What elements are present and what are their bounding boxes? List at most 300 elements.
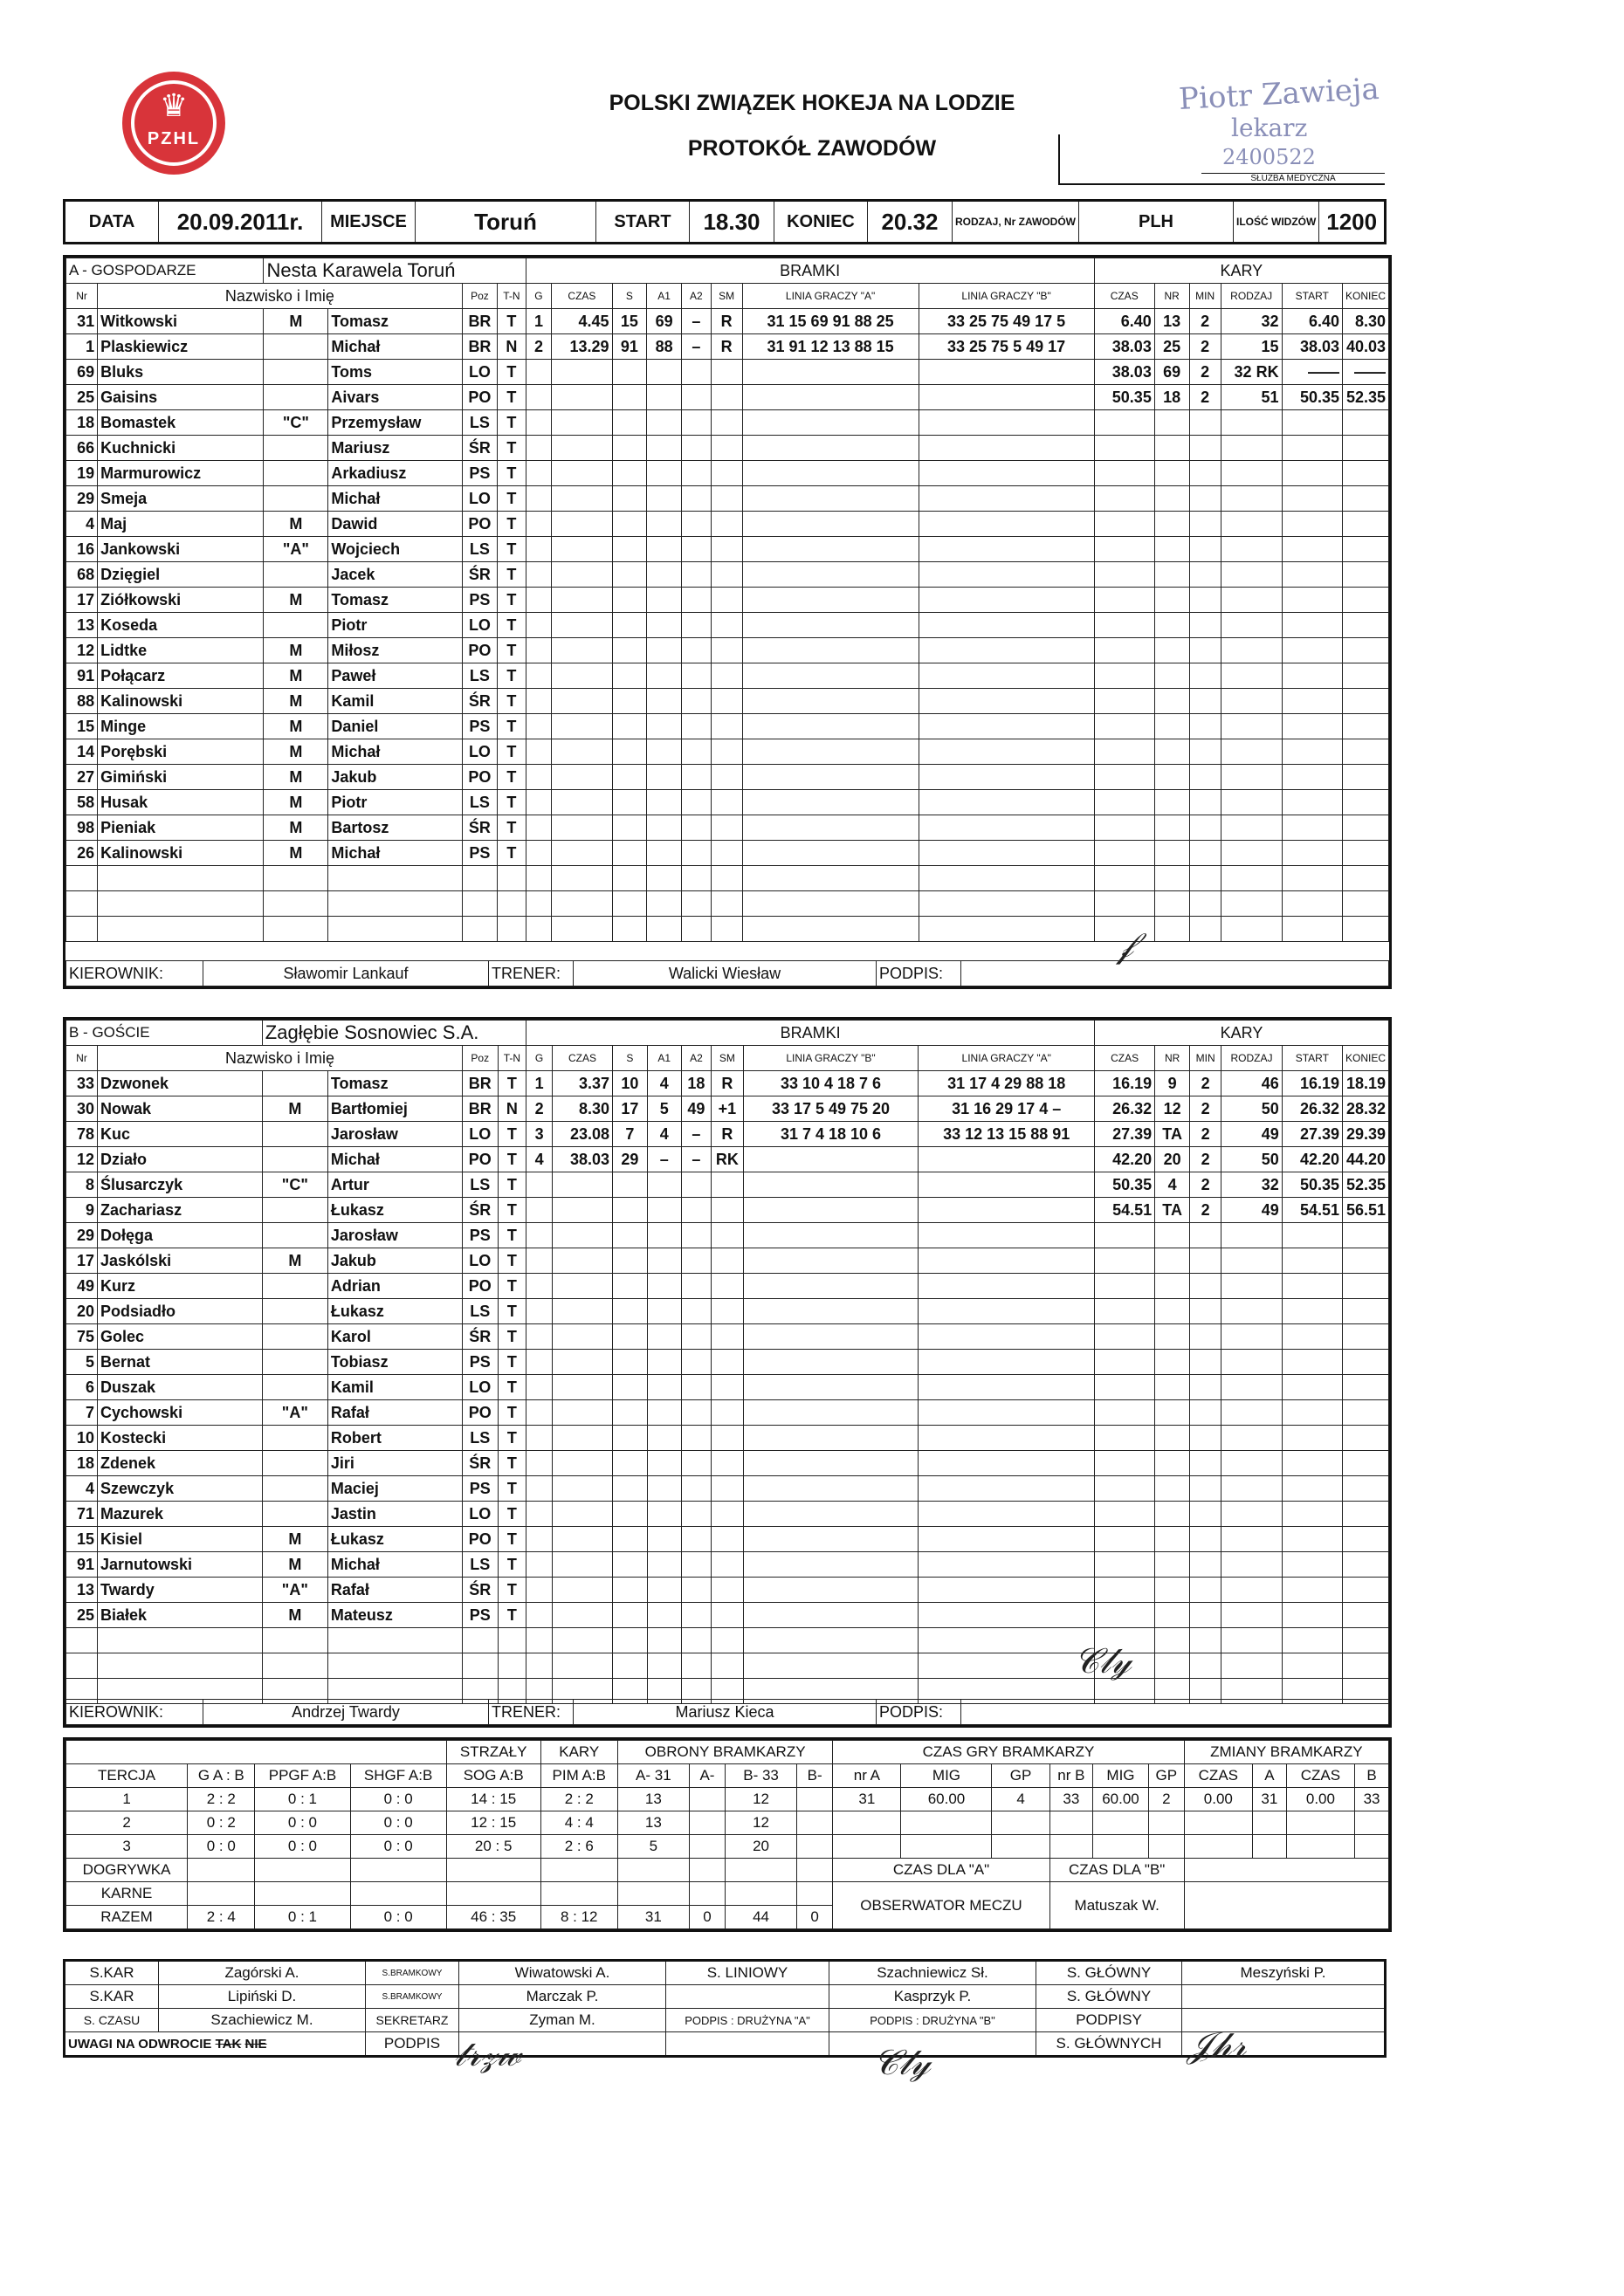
player-number: 18 bbox=[66, 1451, 98, 1476]
goal-number bbox=[526, 866, 552, 891]
player-tn bbox=[498, 1628, 526, 1653]
player-position: ŚR bbox=[462, 1578, 498, 1603]
player-surname bbox=[98, 917, 264, 942]
penalty-type bbox=[1221, 1274, 1282, 1299]
goal-situation: RK bbox=[712, 1147, 744, 1172]
player-firstname: Kamil bbox=[328, 689, 462, 714]
goal-scorer bbox=[613, 1552, 648, 1578]
player-number: 91 bbox=[66, 1552, 98, 1578]
goals-header: BRAMKI bbox=[526, 258, 1094, 284]
goal-time bbox=[552, 638, 612, 663]
player-tn: T bbox=[498, 1527, 526, 1552]
summary-cell bbox=[1148, 1835, 1184, 1859]
penalty-end: 40.03 bbox=[1342, 334, 1388, 360]
signature-label: PODPIS: bbox=[877, 961, 961, 986]
goal-scorer bbox=[612, 765, 647, 790]
player-tn: T bbox=[498, 1299, 526, 1324]
goal-line-1 bbox=[742, 891, 919, 917]
penalty-end bbox=[1342, 486, 1388, 512]
penalty-end: 44.20 bbox=[1342, 1147, 1388, 1172]
goal-scorer bbox=[613, 1476, 648, 1502]
penalty-end bbox=[1342, 1476, 1388, 1502]
player-row bbox=[66, 537, 1389, 562]
player-flag bbox=[262, 1476, 327, 1502]
coach-label: TRENER: bbox=[489, 1700, 574, 1725]
penalty-start bbox=[1282, 638, 1342, 663]
penalty-time bbox=[1094, 638, 1154, 663]
player-firstname: Tomasz bbox=[327, 1071, 462, 1096]
goal-assist2: 18 bbox=[681, 1071, 711, 1096]
penalty-number bbox=[1154, 866, 1189, 891]
player-surname: Podsiadło bbox=[98, 1299, 263, 1324]
summary-cell bbox=[255, 1882, 350, 1906]
player-surname: Minge bbox=[98, 714, 264, 739]
player-surname: Szewczyk bbox=[98, 1476, 263, 1502]
player-firstname: Jacek bbox=[328, 562, 462, 588]
goal-line-1 bbox=[743, 1527, 919, 1552]
player-flag bbox=[264, 461, 328, 486]
penalty-end bbox=[1342, 689, 1388, 714]
goal-line-1 bbox=[742, 689, 919, 714]
player-firstname: Michał bbox=[328, 334, 462, 360]
player-surname: Kisiel bbox=[98, 1527, 263, 1552]
player-surname: Duszak bbox=[98, 1375, 263, 1400]
goal-time bbox=[552, 1350, 612, 1375]
goal-scorer: 17 bbox=[613, 1096, 648, 1122]
player-flag: M bbox=[264, 765, 328, 790]
player-firstname: Toms bbox=[328, 360, 462, 385]
player-position: PO bbox=[462, 385, 497, 410]
penalty-end: 52.35 bbox=[1342, 385, 1388, 410]
goal-scorer bbox=[613, 1324, 648, 1350]
player-surname: Dzięgiel bbox=[98, 562, 264, 588]
goal-time bbox=[552, 714, 612, 739]
player-position bbox=[462, 1653, 498, 1679]
spectators-value: 1200 bbox=[1319, 201, 1386, 244]
summary-cell bbox=[797, 1811, 833, 1835]
team-b-section bbox=[63, 1017, 1392, 1728]
penalty-start bbox=[1282, 410, 1342, 436]
penalty-time bbox=[1094, 410, 1154, 436]
player-position: PS bbox=[462, 588, 497, 613]
penalty-start bbox=[1282, 588, 1342, 613]
date-label: DATA bbox=[65, 201, 159, 244]
player-tn: T bbox=[498, 1147, 526, 1172]
player-number: 68 bbox=[66, 562, 98, 588]
penalty-time bbox=[1094, 815, 1154, 841]
player-row bbox=[66, 739, 1389, 765]
summary-cell: 0.00 bbox=[1286, 1788, 1354, 1811]
player-surname: Zachariasz bbox=[98, 1198, 263, 1223]
player-position: LS bbox=[462, 1426, 498, 1451]
penalty-end: 56.51 bbox=[1342, 1198, 1388, 1223]
col-pen-type: RODZAJ bbox=[1221, 1046, 1282, 1071]
player-number: 5 bbox=[66, 1350, 98, 1375]
penalty-minutes bbox=[1189, 739, 1221, 765]
player-flag bbox=[264, 562, 328, 588]
remarks-no: NIE bbox=[244, 2036, 267, 2052]
remarks-signature-label: PODPIS bbox=[366, 2032, 459, 2057]
goal-judge-label: S.BRAMKOWY bbox=[366, 1985, 459, 2009]
goal-number bbox=[526, 562, 552, 588]
goal-line-2 bbox=[919, 917, 1094, 942]
player-firstname bbox=[328, 917, 462, 942]
penalty-type bbox=[1221, 461, 1282, 486]
penalty-type bbox=[1221, 1451, 1282, 1476]
player-firstname: Karol bbox=[327, 1324, 462, 1350]
goal-number bbox=[526, 436, 552, 461]
player-flag: "C" bbox=[264, 410, 328, 436]
goal-scorer bbox=[612, 385, 647, 410]
penalty-end bbox=[1342, 638, 1388, 663]
timekeeper-label: S. CZASU bbox=[65, 2009, 159, 2032]
goalie-time-header: CZAS GRY BRAMKARZY bbox=[833, 1741, 1184, 1764]
penalty-time bbox=[1094, 588, 1154, 613]
remarks-text: UWAGI NA ODWROCIE bbox=[68, 2036, 212, 2052]
goal-scorer bbox=[613, 1172, 648, 1198]
goal-assist1 bbox=[647, 537, 682, 562]
shootout-row bbox=[66, 1882, 1389, 1906]
player-row bbox=[66, 1071, 1389, 1096]
player-firstname: Jiri bbox=[327, 1451, 462, 1476]
goal-situation bbox=[711, 917, 742, 942]
summary-cell: 0 : 0 bbox=[255, 1811, 350, 1835]
penalty-number bbox=[1155, 1552, 1190, 1578]
summary-col-header: nr B bbox=[1049, 1764, 1092, 1788]
player-tn: T bbox=[498, 1274, 526, 1299]
goal-number: 1 bbox=[526, 309, 552, 334]
player-flag: M bbox=[262, 1096, 327, 1122]
penalty-time: 50.35 bbox=[1094, 385, 1154, 410]
goal-assist1 bbox=[647, 714, 682, 739]
goal-line-2 bbox=[919, 841, 1094, 866]
goal-time bbox=[552, 1502, 612, 1527]
player-surname: Mazurek bbox=[98, 1502, 263, 1527]
summary-col-header: A- 31 bbox=[617, 1764, 689, 1788]
player-position: LO bbox=[462, 1502, 498, 1527]
player-flag: M bbox=[264, 512, 328, 537]
goal-time bbox=[552, 385, 612, 410]
penalty-type bbox=[1221, 866, 1282, 891]
goal-assist1: 4 bbox=[647, 1071, 681, 1096]
player-firstname: Michał bbox=[328, 486, 462, 512]
goal-line-1: 33 10 4 18 7 6 bbox=[743, 1071, 919, 1096]
signature-team-a-label: PODPIS : DRUŻYNA "A" bbox=[666, 2009, 829, 2032]
goal-number bbox=[526, 1628, 553, 1653]
goal-line-2: 31 17 4 29 88 18 bbox=[919, 1071, 1095, 1096]
player-position: LS bbox=[462, 1552, 498, 1578]
player-position: ŚR bbox=[462, 562, 497, 588]
penalty-time bbox=[1094, 537, 1154, 562]
summary-cell bbox=[446, 1859, 540, 1882]
summary-cell: 0 : 1 bbox=[255, 1788, 350, 1811]
penalty-number bbox=[1154, 588, 1189, 613]
goal-time: 8.30 bbox=[552, 1096, 612, 1122]
player-position: PO bbox=[462, 765, 497, 790]
goal-assist2 bbox=[681, 562, 711, 588]
penalty-start bbox=[1282, 613, 1342, 638]
summary-cell bbox=[689, 1882, 725, 1906]
penalty-start bbox=[1282, 765, 1342, 790]
player-firstname: Jarosław bbox=[327, 1223, 462, 1248]
penalty-type bbox=[1221, 663, 1282, 689]
federation-title: POLSKI ZWIĄZEK HOKEJA NA LODZIE bbox=[609, 91, 1015, 115]
goal-assist1: 5 bbox=[647, 1096, 681, 1122]
penalty-number bbox=[1154, 815, 1189, 841]
medical-service-box bbox=[1058, 134, 1385, 185]
penalty-end bbox=[1342, 1653, 1388, 1679]
game-type-value: PLH bbox=[1079, 201, 1234, 244]
goal-situation bbox=[712, 1274, 744, 1299]
player-row bbox=[66, 689, 1389, 714]
player-surname: Gimiński bbox=[98, 765, 264, 790]
coach-value: Mariusz Kieca bbox=[574, 1700, 877, 1725]
summary-cell bbox=[833, 1811, 901, 1835]
goal-time bbox=[552, 613, 612, 638]
total-cell: 0 bbox=[797, 1906, 833, 1929]
penalty-minutes: 2 bbox=[1190, 1172, 1221, 1198]
summary-cell: 13 bbox=[617, 1811, 689, 1835]
manager-value: Andrzej Twardy bbox=[203, 1700, 489, 1725]
player-surname: Dołęga bbox=[98, 1223, 263, 1248]
player-surname: Jankowski bbox=[98, 537, 264, 562]
player-number bbox=[66, 891, 98, 917]
goal-scorer bbox=[613, 1527, 648, 1552]
goal-assist2 bbox=[681, 663, 711, 689]
goal-time: 23.08 bbox=[552, 1122, 612, 1147]
goal-line-2 bbox=[919, 1527, 1095, 1552]
summary-cell: 0 : 0 bbox=[350, 1788, 446, 1811]
doctor-stamp-number: 2400522 bbox=[1222, 145, 1316, 169]
player-firstname: Bartosz bbox=[328, 815, 462, 841]
goal-line-2 bbox=[919, 1426, 1095, 1451]
goal-line-1 bbox=[743, 1552, 919, 1578]
player-firstname: Aivars bbox=[328, 385, 462, 410]
player-number: 31 bbox=[66, 309, 98, 334]
summary-cell bbox=[1092, 1811, 1148, 1835]
goal-scorer bbox=[613, 1400, 648, 1426]
player-number: 30 bbox=[66, 1096, 98, 1122]
penalty-time: 42.20 bbox=[1095, 1147, 1155, 1172]
player-tn: T bbox=[498, 588, 526, 613]
penalty-time bbox=[1094, 891, 1154, 917]
summary-cell: 20 : 5 bbox=[446, 1835, 540, 1859]
goal-line-1 bbox=[742, 841, 919, 866]
goal-situation bbox=[712, 1603, 744, 1628]
player-row bbox=[66, 1552, 1389, 1578]
goal-number bbox=[526, 689, 552, 714]
col-pen-nr: NR bbox=[1154, 284, 1189, 309]
goal-time bbox=[552, 1628, 612, 1653]
penalty-start bbox=[1282, 1274, 1342, 1299]
penalty-start bbox=[1282, 1324, 1342, 1350]
penalty-end bbox=[1342, 841, 1388, 866]
penalty-number: 9 bbox=[1155, 1071, 1190, 1096]
player-number: 69 bbox=[66, 360, 98, 385]
player-position: PS bbox=[462, 841, 497, 866]
penalty-end bbox=[1342, 1274, 1388, 1299]
signature-scribble: 𝒞𝓁𝓎 bbox=[873, 2043, 931, 2083]
penalty-end bbox=[1342, 512, 1388, 537]
time-for-a: CZAS DLA "A" bbox=[833, 1859, 1049, 1882]
total-cell: 0 : 1 bbox=[255, 1906, 350, 1929]
shootout-label: KARNE bbox=[66, 1882, 188, 1906]
player-position: LO bbox=[462, 613, 497, 638]
player-flag: M bbox=[262, 1527, 327, 1552]
goal-assist1 bbox=[647, 1299, 681, 1324]
goal-time bbox=[552, 360, 612, 385]
goal-situation bbox=[711, 765, 742, 790]
goal-assist1 bbox=[647, 436, 682, 461]
player-firstname: Rafał bbox=[327, 1578, 462, 1603]
goal-assist1 bbox=[647, 1324, 681, 1350]
goal-line-2: 33 12 13 15 88 91 bbox=[919, 1122, 1095, 1147]
player-tn: T bbox=[498, 1071, 526, 1096]
player-tn: N bbox=[498, 1096, 526, 1122]
player-number: 20 bbox=[66, 1299, 98, 1324]
goal-situation bbox=[712, 1375, 744, 1400]
goal-number bbox=[526, 1375, 553, 1400]
summary-cell: 2 : 2 bbox=[188, 1788, 255, 1811]
penalty-minutes bbox=[1190, 1578, 1221, 1603]
player-number: 10 bbox=[66, 1426, 98, 1451]
goal-assist1 bbox=[647, 1172, 681, 1198]
summary-cell: 2 bbox=[1148, 1788, 1184, 1811]
goal-number bbox=[526, 1350, 553, 1375]
player-flag bbox=[262, 1426, 327, 1451]
summary-cell: 2 : 6 bbox=[540, 1835, 617, 1859]
player-tn: T bbox=[498, 689, 526, 714]
penalty-minutes bbox=[1189, 436, 1221, 461]
penalty-minutes bbox=[1189, 663, 1221, 689]
goal-assist2 bbox=[681, 1248, 711, 1274]
penalty-minutes bbox=[1190, 1426, 1221, 1451]
penalties-header: KARY bbox=[1095, 1021, 1389, 1046]
overtime-label: DOGRYWKA bbox=[66, 1859, 188, 1882]
penalty-minutes bbox=[1190, 1476, 1221, 1502]
player-position: PS bbox=[462, 1476, 498, 1502]
penalty-type bbox=[1221, 638, 1282, 663]
player-tn: T bbox=[498, 790, 526, 815]
player-surname: Witkowski bbox=[98, 309, 264, 334]
player-surname: Cychowski bbox=[98, 1400, 263, 1426]
goal-time bbox=[552, 562, 612, 588]
player-surname: Nowak bbox=[98, 1096, 263, 1122]
goal-time bbox=[552, 537, 612, 562]
player-row bbox=[66, 360, 1389, 385]
goal-time bbox=[552, 1274, 612, 1299]
goal-line-1 bbox=[743, 1628, 919, 1653]
penalty-type bbox=[1221, 613, 1282, 638]
goal-scorer bbox=[612, 866, 647, 891]
summary-cell bbox=[1252, 1835, 1286, 1859]
signatures-label: PODPISY bbox=[1036, 2009, 1182, 2032]
penalty-type bbox=[1221, 841, 1282, 866]
period-row bbox=[66, 1835, 1389, 1859]
goal-line-2 bbox=[919, 891, 1094, 917]
goal-situation bbox=[712, 1502, 744, 1527]
player-surname: Twardy bbox=[98, 1578, 263, 1603]
goal-line-1 bbox=[742, 360, 919, 385]
penalty-end bbox=[1342, 562, 1388, 588]
penalty-type bbox=[1221, 562, 1282, 588]
col-nr: Nr bbox=[66, 1046, 98, 1071]
penalty-end bbox=[1342, 739, 1388, 765]
player-tn: T bbox=[498, 1578, 526, 1603]
goal-line-2 bbox=[919, 1375, 1095, 1400]
summary-cell: 2 : 2 bbox=[540, 1788, 617, 1811]
player-number: 29 bbox=[66, 486, 98, 512]
summary-cell bbox=[350, 1859, 446, 1882]
penalty-minutes: 2 bbox=[1190, 1071, 1221, 1096]
doctor-stamp-name: Piotr Zawieja bbox=[1178, 72, 1380, 117]
player-position: LO bbox=[462, 1375, 498, 1400]
penalty-minutes bbox=[1189, 917, 1221, 942]
penalty-end bbox=[1342, 1527, 1388, 1552]
summary-cell: 0.00 bbox=[1184, 1788, 1252, 1811]
goal-assist1 bbox=[647, 1248, 681, 1274]
player-row bbox=[66, 866, 1389, 891]
goal-line-2 bbox=[919, 562, 1094, 588]
goal-situation bbox=[712, 1628, 744, 1653]
signature-scribble: 𝒻 bbox=[1118, 925, 1133, 966]
penalty-end bbox=[1342, 790, 1388, 815]
goal-line-2 bbox=[919, 360, 1094, 385]
team-a-name: Nesta Karawela Toruń bbox=[264, 258, 526, 284]
goal-assist1 bbox=[647, 385, 682, 410]
col-pen-min: MIN bbox=[1189, 284, 1221, 309]
player-tn: T bbox=[498, 841, 526, 866]
penalty-start bbox=[1282, 739, 1342, 765]
player-number: 33 bbox=[66, 1071, 98, 1096]
goal-assist1 bbox=[647, 815, 682, 841]
goal-scorer bbox=[613, 1350, 648, 1375]
player-firstname: Arkadiusz bbox=[328, 461, 462, 486]
penalty-type bbox=[1221, 1299, 1282, 1324]
linesman-1: Szachniewicz Sł. bbox=[829, 1961, 1036, 1985]
summary-col-header: PIM A:B bbox=[540, 1764, 617, 1788]
goal-assist1 bbox=[647, 1223, 681, 1248]
player-row bbox=[66, 1603, 1389, 1628]
goal-number bbox=[526, 385, 552, 410]
player-tn: N bbox=[498, 334, 526, 360]
player-flag bbox=[262, 1299, 327, 1324]
goal-assist1 bbox=[647, 1552, 681, 1578]
penalty-start bbox=[1282, 891, 1342, 917]
player-tn: T bbox=[498, 436, 526, 461]
penalty-end bbox=[1342, 1223, 1388, 1248]
player-tn: T bbox=[498, 1603, 526, 1628]
goal-number bbox=[526, 1248, 553, 1274]
player-firstname: Robert bbox=[327, 1426, 462, 1451]
player-tn: T bbox=[498, 461, 526, 486]
summary-cell: 31 bbox=[1252, 1788, 1286, 1811]
penalty-end bbox=[1342, 1451, 1388, 1476]
goal-time bbox=[552, 410, 612, 436]
summary-cell: 12 bbox=[726, 1788, 797, 1811]
player-row bbox=[66, 334, 1389, 360]
summary-col-header: nr A bbox=[833, 1764, 901, 1788]
player-position: BR bbox=[462, 334, 497, 360]
player-tn bbox=[498, 1653, 526, 1679]
player-flag bbox=[262, 1198, 327, 1223]
goal-assist2 bbox=[681, 1451, 711, 1476]
penalty-minutes bbox=[1190, 1527, 1221, 1552]
summary-cell: 20 bbox=[726, 1835, 797, 1859]
goal-time bbox=[552, 1603, 612, 1628]
player-tn: T bbox=[498, 638, 526, 663]
referee-label: S. GŁÓWNY bbox=[1036, 1961, 1182, 1985]
